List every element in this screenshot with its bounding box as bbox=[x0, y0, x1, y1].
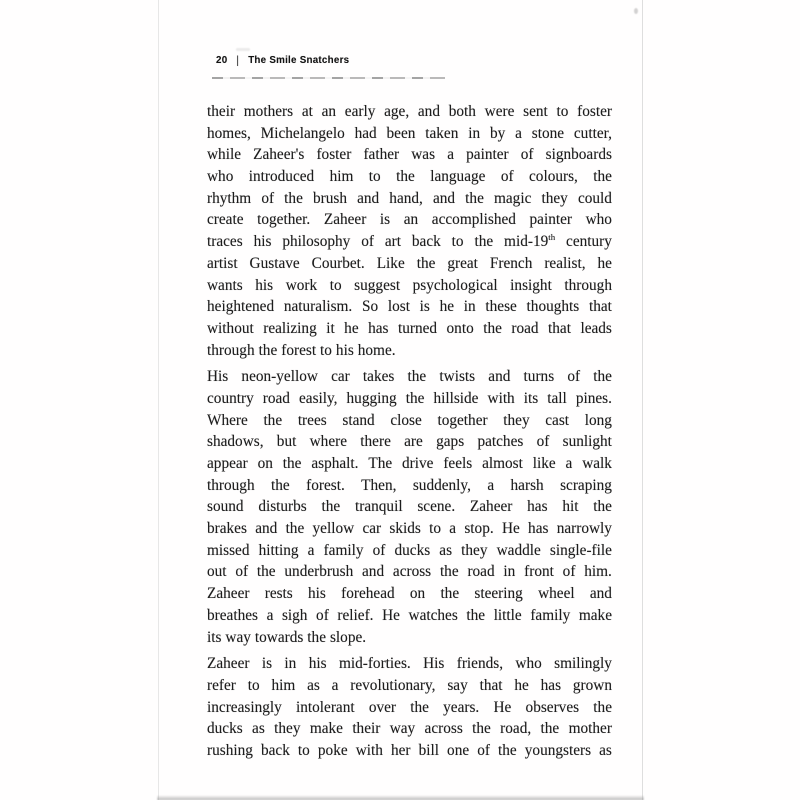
paragraph bbox=[207, 653, 612, 761]
page-text bbox=[207, 101, 612, 767]
text-line: breathes a sigh of relief. He watches the little family make bbox=[207, 606, 612, 624]
scan-speck bbox=[236, 48, 250, 51]
header-rule bbox=[212, 77, 445, 79]
text-line: wants his work to suggest psychological insight through bbox=[207, 276, 612, 294]
page-edge-left-line bbox=[158, 0, 159, 800]
text-line: Zaheer rests his forehead on the steering wheel and bbox=[207, 585, 612, 603]
text-line: homes, Michelangelo had been taken in by a stone cutter, bbox=[207, 124, 612, 142]
text-line: artist Gustave Courbet. Like the great French realist, he bbox=[207, 254, 612, 272]
text-line: His neon-yellow car takes the twists and turns of the bbox=[207, 368, 612, 386]
text-line: refer to him as a revolutionary, say that he has grown bbox=[207, 676, 612, 694]
text-line: rushing back to poke with her bill one of the youngsters as bbox=[207, 741, 612, 759]
book-title: The Smile Snatchers bbox=[248, 55, 350, 66]
text-line: out of the underbrush and across the road in front of him. bbox=[207, 563, 612, 581]
text-line: brakes and the yellow car skids to a stop. He has narrowly bbox=[207, 520, 612, 538]
text-line: missed hitting a family of ducks as they waddle single-file bbox=[207, 541, 612, 559]
text-line: ducks as they make their way across the road, the mother bbox=[207, 720, 612, 738]
paragraph bbox=[207, 366, 612, 648]
text-line: traces his philosophy of art back to the mid-19th century bbox=[207, 232, 612, 251]
page-number: 20 bbox=[216, 55, 228, 66]
text-line: Zaheer is in his mid-forties. His friends, who smilingly bbox=[207, 655, 612, 673]
text-line: shadows, but where there are gaps patches of sunlight bbox=[207, 433, 612, 451]
text-line: without realizing it he has turned onto the road that leads bbox=[207, 319, 612, 337]
text-line: country road easily, hugging the hillside with its tall pines. bbox=[207, 389, 612, 407]
text-line: its way towards the slope. bbox=[207, 628, 367, 646]
text-line: while Zaheer's foster father was a painter of signboards bbox=[207, 146, 612, 164]
paragraph bbox=[207, 101, 612, 361]
text-line: appear on the asphalt. The drive feels almost like a walk bbox=[207, 455, 612, 472]
header-separator: | bbox=[236, 54, 240, 67]
page-edge-bottom-shadow bbox=[157, 795, 644, 800]
text-line: create together. Zaheer is an accomplished painter who bbox=[207, 211, 612, 229]
text-line: rhythm of the brush and hand, and the magic they could bbox=[207, 189, 612, 207]
text-line: increasingly intolerant over the years. He observes the bbox=[207, 698, 612, 716]
page-edge-right-line bbox=[642, 0, 643, 800]
scan-speck bbox=[634, 8, 638, 14]
text-line: heightened naturalism. So lost is he in these thoughts that bbox=[207, 298, 612, 316]
text-line: sound disturbs the tranquil scene. Zaheer has hit the bbox=[207, 498, 612, 516]
text-line: their mothers at an early age, and both were sent to foster bbox=[207, 103, 612, 120]
text-line: through the forest. Then, suddenly, a harsh scraping bbox=[207, 476, 612, 494]
text-line: who introduced him to the language of colours, the bbox=[207, 168, 612, 186]
text-line: Where the trees stand close together they cast long bbox=[207, 411, 612, 429]
text-line: through the forest to his home. bbox=[207, 341, 396, 359]
page-header bbox=[216, 55, 349, 66]
